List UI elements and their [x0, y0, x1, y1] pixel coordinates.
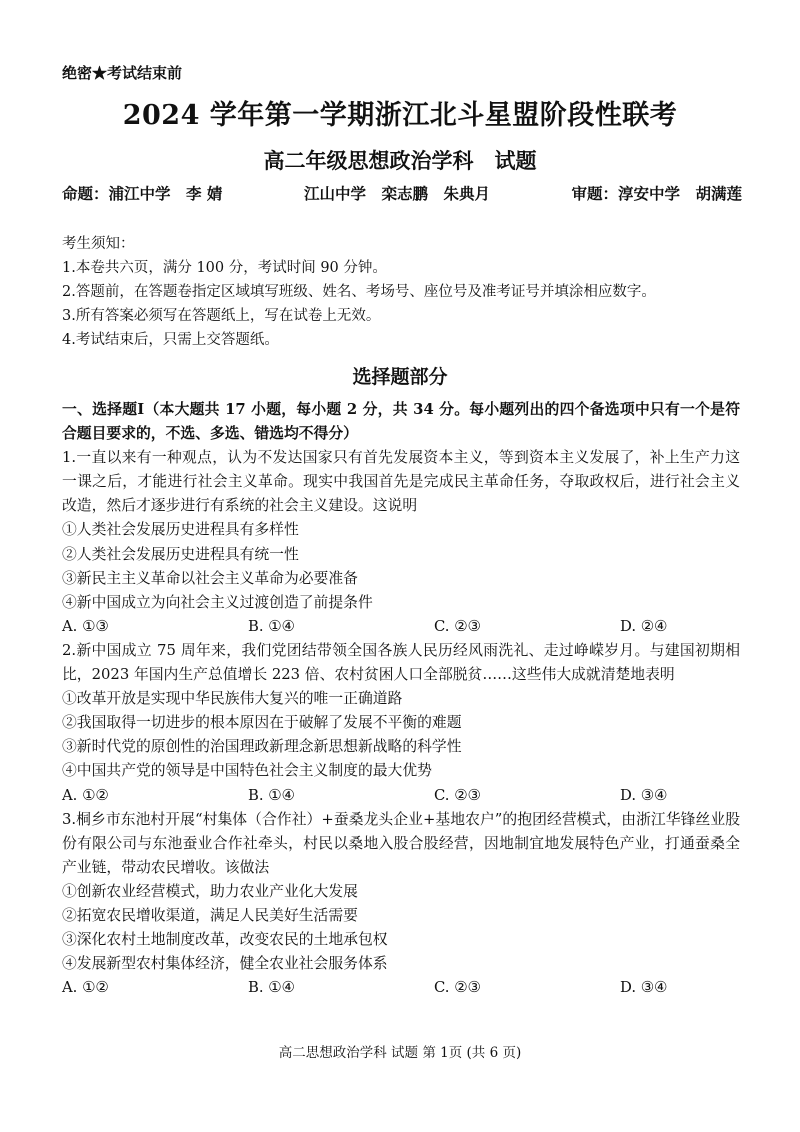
- exam-notice: [62, 232, 742, 352]
- page-footer: 高二思想政治学科 试题 第 1页 (共 6 页): [278, 1045, 522, 1061]
- exam-subtitle: 高二年级思想政治学科 试题: [263, 148, 537, 173]
- statement: ③新民主主义革命以社会主义革命为必要准备: [62, 569, 358, 587]
- statement: ②我国取得一切进步的根本原因在于破解了发展不平衡的难题: [62, 714, 462, 732]
- section-title: 选择题部分: [352, 366, 448, 388]
- statement: ①改革开放是实现中华民族伟大复兴的唯一正确道路: [62, 690, 403, 708]
- option-c: C. ②③: [434, 617, 481, 635]
- notice-item: 3.所有答案必须写在答题纸上，写在试卷上无效。: [62, 308, 381, 324]
- question-stem: 3.桐乡市东池村开展“村集体（合作社）+蚕桑龙头企业+基地农户”的抱团经营模式，由浙江华锋丝业股份有限公司与东池蚕业合作社牵头，村民以桑地入股合股经营，因地制宜地发展特色产业，打通蚕桑全产业链，带动农民增收。该做法: [62, 810, 740, 876]
- option-c: C. ②③: [434, 786, 481, 804]
- question-2: [62, 639, 740, 808]
- notice-heading: 考生须知：: [62, 236, 135, 252]
- option-a: A. ①②: [62, 979, 109, 997]
- question-stem: 2.新中国成立 75 周年来，我们党团结带领全国各族人民历经风雨洗礼、走过峥嵘岁月。与建国初期相比，2023 年国内生产总值增长 223 倍、农村贫困人口全部脱贫……这些伟大成就清楚地表明: [62, 641, 740, 684]
- option-d: D. ③④: [620, 786, 668, 804]
- question-1: [62, 446, 740, 639]
- confidential-mark: 绝密★考试结束前: [62, 64, 183, 82]
- statement: ③深化农村土地制度改革，改变农民的土地承包权: [62, 931, 388, 949]
- notice-item: 1.本卷共六页，满分 100 分，考试时间 90 分钟。: [62, 260, 387, 276]
- statement: ②人类社会发展历史进程具有统一性: [62, 545, 299, 563]
- notice-item: 2.答题前，在答题卷指定区域填写班级、姓名、考场号、座位号及准考证号并填涂相应数字。: [62, 284, 656, 300]
- option-b: B. ①④: [248, 979, 295, 997]
- authors-line: [62, 182, 742, 204]
- option-b: B. ①④: [248, 617, 295, 635]
- questions-content: [62, 398, 740, 1000]
- option-d: D. ②④: [620, 617, 668, 635]
- answer-options: [62, 615, 740, 639]
- statement: ④新中国成立为向社会主义过渡创造了前提条件: [62, 593, 373, 611]
- statement: ①人类社会发展历史进程具有多样性: [62, 521, 299, 539]
- option-c: C. ②③: [434, 979, 481, 997]
- question-stem: 1.一直以来有一种观点，认为不发达国家只有首先发展资本主义，等到资本主义发展了，补上生产力这一课之后，才能进行社会主义革命。现实中我国首先是完成民主革命任务，夺取政权后，进行社会主义改造，然后才逐步进行有系统的社会主义建设。这说明: [62, 449, 740, 515]
- statement: ①创新农业经营模式，助力农业产业化大发展: [62, 882, 358, 900]
- answer-options: [62, 976, 740, 1000]
- author-group: 江山中学 栾志鹏 朱典月: [303, 184, 490, 203]
- statement: ④中国共产党的领导是中国特色社会主义制度的最大优势: [62, 762, 432, 780]
- question-3: [62, 808, 740, 1001]
- exam-title: 2024 学年第一学期浙江北斗星盟阶段性联考: [122, 100, 678, 131]
- statement: ②拓宽农民增收渠道，满足人民美好生活需要: [62, 906, 358, 924]
- part-heading: 一、选择题Ⅰ（本大题共 17 小题，每小题 2 分，共 34 分。每小题列出的四个备选项中只有一个是符合题目要求的，不选、多选、错选均不得分）: [62, 401, 740, 443]
- option-a: A. ①②: [62, 786, 109, 804]
- answer-options: [62, 784, 740, 808]
- author-group: 命题：浦江中学 李 婧: [62, 184, 223, 203]
- reviewer-group: 审题：淳安中学 胡满莲: [571, 184, 742, 203]
- statement: ③新时代党的原创性的治国理政新理念新思想新战略的科学性: [62, 738, 462, 756]
- statement: ④发展新型农村集体经济，健全农业社会服务体系: [62, 955, 388, 973]
- option-d: D. ③④: [620, 979, 668, 997]
- option-a: A. ①③: [62, 617, 109, 635]
- option-b: B. ①④: [248, 786, 295, 804]
- notice-item: 4.考试结束后，只需上交答题纸。: [62, 332, 279, 348]
